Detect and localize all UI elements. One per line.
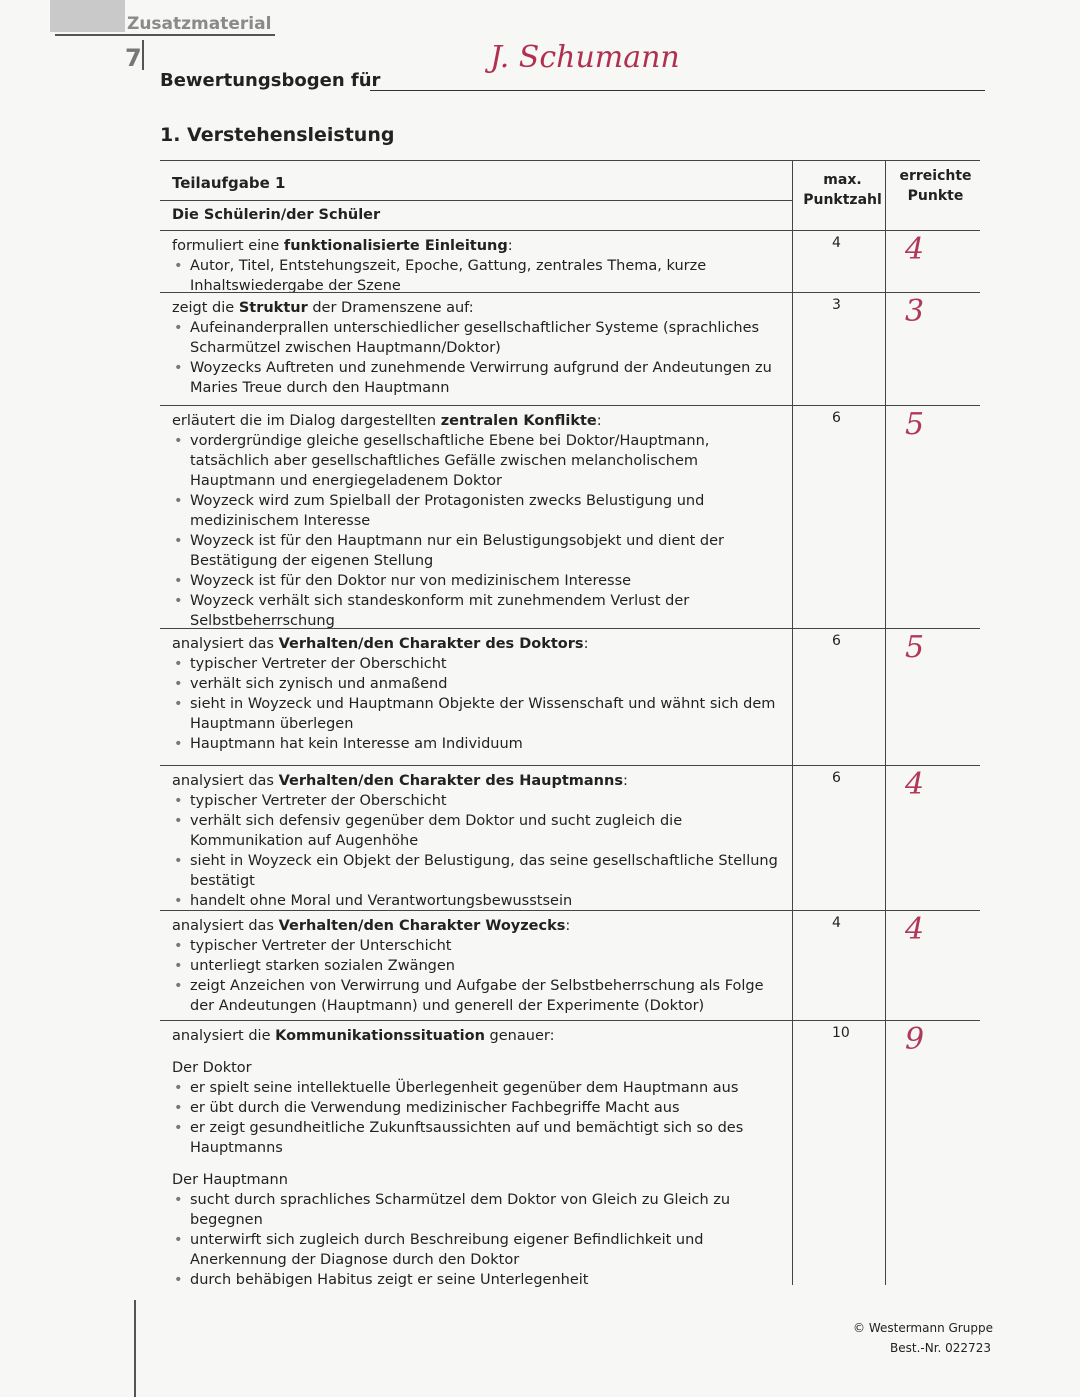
bullet-item: • typischer Vertreter der Oberschicht bbox=[190, 791, 782, 811]
name-field-line bbox=[370, 90, 985, 91]
bullet-item: • typischer Vertreter der Oberschicht bbox=[190, 654, 782, 674]
criterion-cell bbox=[172, 236, 782, 296]
criterion-prefix: erläutert die im Dialog dargestellten bbox=[172, 413, 441, 429]
bullet-list bbox=[172, 791, 782, 911]
bullet-item: • verhält sich zynisch und anmaßend bbox=[190, 674, 782, 694]
criterion-cell bbox=[172, 1026, 782, 1290]
criterion-suffix: : bbox=[583, 636, 589, 652]
achieved-points-handwritten: 4 bbox=[905, 232, 925, 267]
criterion-heading bbox=[172, 916, 782, 936]
bullet-item: • sieht in Woyzeck und Hauptmann Objekte der Wissenschaft und wähnt sich dem Hauptmann überlegen bbox=[190, 694, 782, 734]
bullet-item: • unterliegt starken sozialen Zwängen bbox=[190, 956, 782, 976]
bullet-item: • er übt durch die Verwendung medizinischer Fachbegriffe Macht aus bbox=[190, 1098, 782, 1118]
criterion-suffix: genauer: bbox=[484, 1028, 555, 1044]
header-tab bbox=[50, 0, 125, 32]
criterion-keyword: Kommunikationssituation bbox=[275, 1028, 485, 1044]
criterion-keyword: Verhalten/den Charakter Woyzecks bbox=[278, 918, 566, 934]
max-points: 4 bbox=[832, 235, 841, 251]
criterion-suffix: : bbox=[565, 918, 571, 934]
bullet-item: • er spielt seine intellektuelle Überlegenheit gegenüber dem Hauptmann aus bbox=[190, 1078, 782, 1098]
section-heading: 1. Verstehensleistung bbox=[160, 124, 395, 146]
criterion-cell bbox=[172, 411, 782, 631]
achieved-points-handwritten: 4 bbox=[905, 912, 925, 947]
row-divider bbox=[160, 1020, 980, 1021]
page-title: Bewertungsbogen für bbox=[160, 70, 381, 91]
bullet-list bbox=[172, 318, 782, 398]
column-divider bbox=[792, 160, 793, 1285]
subject-label: Die Schülerin/der Schüler bbox=[172, 207, 381, 223]
bullet-item: • handelt ohne Moral und Verantwortungsbewusstsein bbox=[190, 891, 782, 911]
criterion-prefix: analysiert das bbox=[172, 773, 279, 789]
row-divider bbox=[160, 628, 980, 629]
criterion-heading bbox=[172, 411, 782, 431]
criterion-heading bbox=[172, 236, 782, 256]
achieved-points-handwritten: 5 bbox=[905, 630, 925, 665]
bullet-item: • unterwirft sich zugleich durch Beschreibung eigener Befindlichkeit und Anerkennung der Diagnose durch den Doktor bbox=[190, 1230, 782, 1270]
group-heading: Der Doktor bbox=[172, 1060, 252, 1076]
bullet-item: • typischer Vertreter der Unterschicht bbox=[190, 936, 782, 956]
column-divider bbox=[885, 160, 886, 1285]
task-label: Teilaufgabe 1 bbox=[172, 174, 286, 192]
material-label: Zusatzmaterial bbox=[127, 14, 272, 34]
bullet-list bbox=[172, 431, 782, 631]
bullet-item: • er zeigt gesundheitliche Zukunftsaussichten auf und bemächtigt sich so des Hauptmanns bbox=[190, 1118, 782, 1158]
bullet-item: • Woyzeck ist für den Hauptmann nur ein Belustigungsobjekt und dient der Bestätigung der eigenen Stellung bbox=[190, 531, 782, 571]
group-heading: Der Hauptmann bbox=[172, 1172, 288, 1188]
bullet-item: • zeigt Anzeichen von Verwirrung und Aufgabe der Selbstbeherrschung als Folge der Andeutungen (Hauptmann) und generell der Experimente (Doktor) bbox=[190, 976, 782, 1016]
bullet-item: • verhält sich defensiv gegenüber dem Doktor und sucht zugleich die Kommunikation auf Augenhöhe bbox=[190, 811, 782, 851]
row-divider bbox=[160, 230, 980, 231]
max-points: 6 bbox=[832, 633, 841, 649]
bullet-item: • Woyzecks Auftreten und zunehmende Verwirrung aufgrund der Andeutungen zu Maries Treue durch den Hauptmann bbox=[190, 358, 782, 398]
criterion-cell bbox=[172, 298, 782, 398]
achieved-points-handwritten: 4 bbox=[905, 767, 925, 802]
criterion-prefix: formuliert eine bbox=[172, 238, 284, 254]
divider bbox=[55, 34, 275, 36]
max-points: 6 bbox=[832, 770, 841, 786]
bullet-item: • vordergründige gleiche gesellschaftliche Ebene bei Doktor/Hauptmann, tatsächlich aber gesellschaftliches Gefälle zwischen melancholischem Hauptmann und energiegeladenem Doktor bbox=[190, 431, 782, 491]
criterion-cell bbox=[172, 771, 782, 911]
criterion-prefix: analysiert die bbox=[172, 1028, 276, 1044]
divider bbox=[142, 40, 144, 70]
row-divider bbox=[160, 910, 980, 911]
bullet-item: • durch behäbigen Habitus zeigt er seine Unterlegenheit bbox=[190, 1270, 782, 1290]
bullet-list bbox=[172, 1190, 782, 1290]
row-divider bbox=[160, 405, 980, 406]
criterion-heading bbox=[172, 634, 782, 654]
margin-line bbox=[134, 1300, 136, 1397]
max-points: 4 bbox=[832, 915, 841, 931]
row-divider bbox=[160, 765, 980, 766]
order-number: Best.-Nr. 022723 bbox=[890, 1341, 991, 1355]
bullet-list bbox=[172, 654, 782, 754]
page-number: 7 bbox=[125, 44, 142, 72]
bullet-item: • Woyzeck ist für den Doktor nur von medizinischem Interesse bbox=[190, 571, 782, 591]
criterion-prefix: analysiert das bbox=[172, 918, 279, 934]
criterion-suffix: : bbox=[622, 773, 628, 789]
bullet-list bbox=[172, 1078, 782, 1158]
row-divider bbox=[160, 160, 980, 161]
bullet-item: • Autor, Titel, Entstehungszeit, Epoche, Gattung, zentrales Thema, kurze Inhaltswiedergabe der Szene bbox=[190, 256, 782, 296]
bullet-item: • Woyzeck wird zum Spielball der Protagonisten zwecks Belustigung und medizinischem Interesse bbox=[190, 491, 782, 531]
max-points: 6 bbox=[832, 410, 841, 426]
criterion-cell bbox=[172, 916, 782, 1016]
criterion-keyword: Struktur bbox=[238, 300, 308, 316]
row-divider bbox=[160, 200, 792, 201]
max-points-header: max. Punktzahl bbox=[803, 172, 882, 208]
bullet-list bbox=[172, 256, 782, 296]
achieved-points-handwritten: 9 bbox=[905, 1022, 925, 1057]
handwritten-signature: J. Schumann bbox=[490, 40, 680, 75]
bullet-item: • Woyzeck verhält sich standeskonform mit zunehmendem Verlust der Selbstbeherrschung bbox=[190, 591, 782, 631]
criterion-prefix: zeigt die bbox=[172, 300, 239, 316]
bullet-item: • sucht durch sprachliches Scharmützel dem Doktor von Gleich zu Gleich zu begegnen bbox=[190, 1190, 782, 1230]
criterion-heading bbox=[172, 298, 782, 318]
criterion-heading bbox=[172, 1026, 782, 1046]
bullet-item: • sieht in Woyzeck ein Objekt der Belustigung, das seine gesellschaftliche Stellung bestätigt bbox=[190, 851, 782, 891]
criterion-keyword: Verhalten/den Charakter des Doktors bbox=[278, 636, 584, 652]
criterion-keyword: Verhalten/den Charakter des Hauptmanns bbox=[278, 773, 623, 789]
criterion-cell bbox=[172, 634, 782, 754]
criterion-heading bbox=[172, 771, 782, 791]
criterion-suffix: : bbox=[596, 413, 602, 429]
criterion-keyword: zentralen Konflikte bbox=[440, 413, 597, 429]
max-points: 10 bbox=[832, 1025, 850, 1041]
bullet-list bbox=[172, 936, 782, 1016]
achieved-points-header: erreichte Punkte bbox=[899, 168, 972, 204]
row-divider bbox=[160, 292, 980, 293]
bullet-item: • Hauptmann hat kein Interesse am Individuum bbox=[190, 734, 782, 754]
criterion-suffix: : bbox=[507, 238, 513, 254]
achieved-points-handwritten: 3 bbox=[905, 294, 925, 329]
criterion-keyword: funktionalisierte Einleitung bbox=[283, 238, 508, 254]
copyright: © Westermann Gruppe bbox=[853, 1321, 993, 1335]
achieved-points-handwritten: 5 bbox=[905, 407, 925, 442]
criterion-prefix: analysiert das bbox=[172, 636, 279, 652]
bullet-item: • Aufeinanderprallen unterschiedlicher gesellschaftlicher Systeme (sprachliches Scharmützel zwischen Hauptmann/Doktor) bbox=[190, 318, 782, 358]
criterion-suffix: der Dramenszene auf: bbox=[307, 300, 474, 316]
max-points: 3 bbox=[832, 297, 841, 313]
